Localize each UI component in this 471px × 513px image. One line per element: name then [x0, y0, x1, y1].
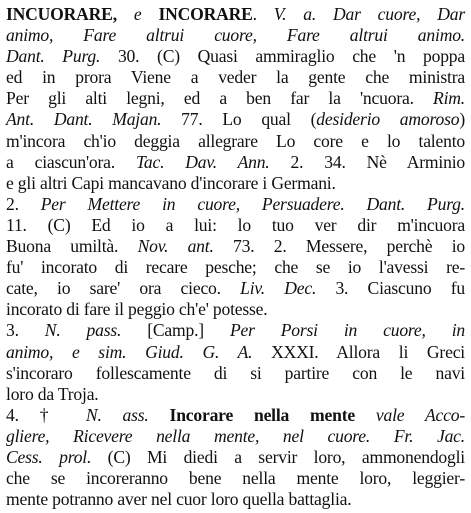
text-segment: 2.	[6, 193, 41, 214]
text-segment: 3. Ciascuno fu	[316, 278, 465, 299]
entry-line	[6, 131, 465, 152]
entry-line	[6, 194, 465, 215]
text-segment: e gli altri Capi mancavano d'incorare i Germani.	[6, 172, 336, 193]
text-segment: fu' incorato di recare pesche; che se io l'avessi re-	[6, 257, 465, 278]
text-segment: loro da Troja.	[6, 383, 99, 404]
text-segment: s'incoraro follescamente di si partire con le navi	[6, 362, 465, 383]
text-segment: XXXI	[252, 341, 315, 362]
text-segment: 4. †	[6, 404, 86, 425]
text-segment: N. ass.	[85, 404, 149, 425]
entry-line	[6, 88, 465, 109]
text-segment: animo, Fare altrui cuore, Fare altrui animo.	[6, 25, 465, 46]
text-segment: Liv. Dec.	[240, 278, 317, 299]
text-segment: animo, e sim. Giud. G. A.	[6, 341, 253, 362]
entry-line	[6, 67, 465, 88]
text-segment: mente potranno aver nel cuor loro quella battaglia.	[6, 489, 352, 510]
text-segment: 3.	[6, 320, 45, 341]
text-segment: che se incoreranno bene nella mente loro, leggier-	[6, 468, 465, 489]
text-segment: 30. (C) Quasi ammiraglio che 'n poppa	[100, 46, 465, 67]
text-segment: INCUORARE,	[6, 4, 134, 24]
text-segment: (C) Mi diedi a servir loro, ammonendogli	[91, 446, 465, 467]
entry-line	[6, 384, 465, 405]
entry-line	[6, 405, 465, 426]
text-segment: desiderio amoroso	[316, 109, 460, 130]
entry-line	[6, 215, 465, 236]
text-segment: .	[252, 4, 274, 24]
entry-line	[6, 363, 465, 384]
entry-line	[6, 25, 465, 46]
text-segment: V. a. Dar cuore, Dar	[273, 4, 465, 24]
text-segment: a ciascun'ora.	[6, 151, 136, 172]
entry-line	[6, 109, 465, 130]
text-segment: 2. 34. Nè Arminio	[269, 151, 465, 172]
text-segment: Ant. Dant. Majan.	[6, 109, 162, 130]
text-segment: Per Mettere in cuore, Persuadere. Dant. Purg.	[40, 193, 465, 214]
text-segment: Per gli alti legni, ed a ben far la 'ncuora.	[6, 88, 434, 109]
entry-line	[6, 152, 465, 173]
text-segment: . Allora li Greci	[314, 341, 465, 362]
text-segment: vale Acco-	[375, 404, 465, 425]
text-segment: cate, io sare' ora cieco.	[6, 278, 241, 299]
text-segment: Cess. prol.	[6, 446, 92, 467]
text-segment: 11. (C) Ed io a lui: lo tuo ver dir m'incuora	[6, 214, 465, 235]
text-segment: Dant. Purg.	[6, 46, 101, 67]
entry-line	[6, 299, 465, 320]
text-segment: [Camp.]	[121, 320, 230, 341]
entry-line	[6, 278, 465, 299]
entry-line	[6, 489, 465, 510]
entry-line	[6, 46, 465, 67]
text-segment: N. pass.	[44, 320, 122, 341]
text-segment: 77. Lo qual (	[161, 109, 317, 130]
text-segment: )	[459, 109, 465, 130]
text-segment: Buona umiltà.	[6, 236, 138, 257]
entry-line	[6, 320, 465, 341]
text-segment: 73. 2. Messere, perchè io	[213, 236, 465, 257]
entry-line	[6, 236, 465, 257]
entry-line	[6, 4, 465, 25]
text-segment: Incorare nella mente	[148, 404, 376, 425]
entry-line	[6, 447, 465, 468]
entry-line	[6, 426, 465, 447]
text-segment: m'incora ch'io deggia allegrare Lo core e lo talento	[6, 130, 465, 151]
text-segment: Tac. Dav. Ann.	[135, 151, 270, 172]
entry-line	[6, 173, 465, 194]
text-segment: gliere, Ricevere nella mente, nel cuore. Fr. Jac.	[6, 425, 465, 446]
entry-line	[6, 342, 465, 363]
entry-line	[6, 257, 465, 278]
text-segment: Per Porsi in cuore, in	[229, 320, 466, 341]
text-segment: ed in prora Viene a veder la gente che ministra	[6, 67, 465, 88]
text-segment: Rim.	[433, 88, 465, 109]
text-segment: incorato di fare il peggio ch'e' potesse.	[6, 299, 268, 320]
entry-line	[6, 468, 465, 489]
text-segment: Nov. ant.	[137, 236, 214, 257]
text-segment: e	[133, 4, 159, 24]
text-segment: INCORARE	[158, 4, 253, 24]
